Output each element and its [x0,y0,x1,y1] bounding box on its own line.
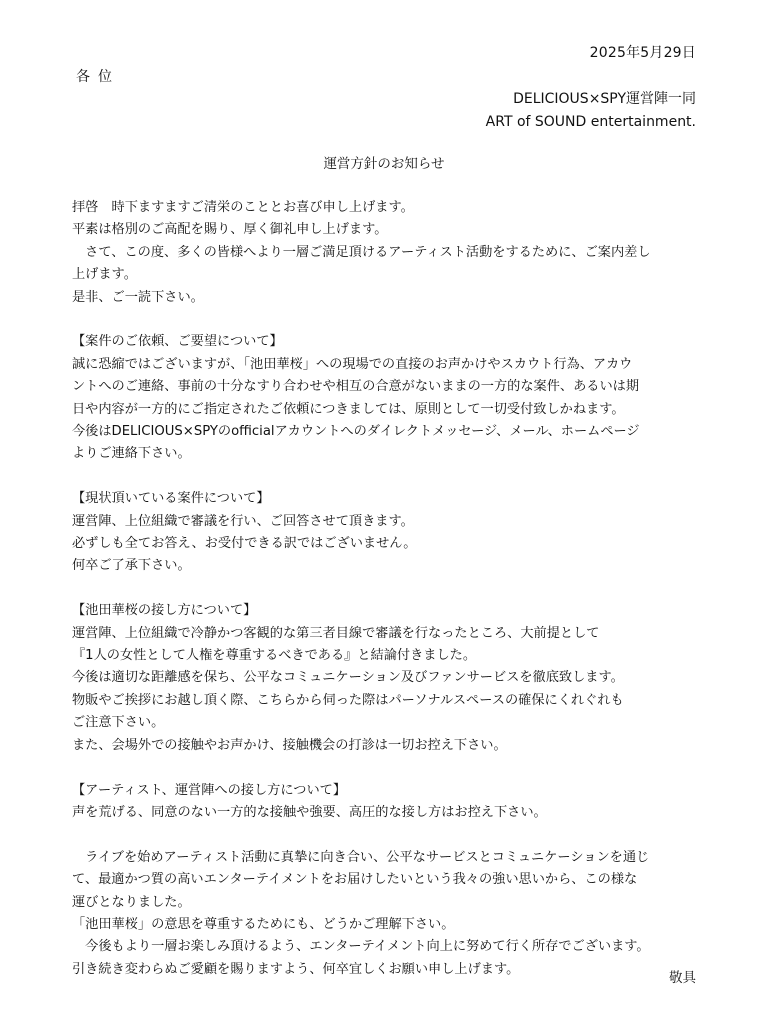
section-line: 今後はDELICIOUS×SPYのofficialアカウントへのダイレクトメッセージ、メール、ホームページ [72,424,640,440]
spacer [72,757,712,779]
section-line: 運営陣、上位組織で審議を行い、ご回答させて頂きます。 [72,513,414,529]
conclusion-line: 運びとなりました。 [72,894,191,910]
intro-line: 是非、ご一読下さい。 [72,289,204,305]
conclusion-line: 「池田華桜」の意思を尊重するためにも、どうかご理解下さい。 [72,916,455,932]
conclusion-line: て、最適かつ質の高いエンターテイメントをお届けしたいという我々の強い思いから、この様な [72,872,638,888]
section-line: 運営陣、上位組織で冷静かつ客観的な第三者目線で審議を行なったところ、大前提として [72,625,600,641]
spacer [72,578,712,600]
section-line: 何卒ご了承下さい。 [72,558,191,574]
intro-line: 平素は格別のご高配を賜り、厚く御礼申し上げます。 [72,222,388,238]
section-line: 必ずしも全てお答え、お受付できる訳ではございません。 [72,536,417,552]
conclusion-line: 引き続き変わらぬご愛顧を賜りますよう、何卒宜しくお願い申し上げます。 [72,961,520,977]
intro-line: 拝啓 時下ますますご清栄のこととお喜び申し上げます。 [72,200,414,215]
section-staff-conduct [72,780,712,825]
intro-line: 上げます。 [72,267,137,283]
spacer [72,466,712,488]
sender-block [486,88,696,134]
intro-line: さて、この度、多くの皆様へより一層ご満足頂けるアーティスト活動をするために、ご案内差し [72,244,651,260]
section-heading: 【現状頂いている案件について】 [72,491,270,507]
section-requests [72,331,712,465]
spacer [72,824,712,846]
recipient: 各位 [76,69,120,85]
section-line: ントへのご連絡、事前の十分なすり合わせや相互の合意がないままの一方的な案件、あるいは期 [72,379,640,395]
spacer [72,309,712,331]
section-line: 『1人の女性として人権を尊重するべきである』と結論付きました。 [72,648,477,664]
section-heading: 【池田華桜の接し方について】 [72,603,257,619]
sender-company: ART of SOUND entertainment. [485,114,696,130]
section-heading: 【案件のご依頼、ご要望について】 [72,334,283,350]
section-current-cases [72,488,712,578]
section-line: よりご連絡下さい。 [72,446,191,462]
section-heading: 【アーティスト、運営陣への接し方について】 [72,782,347,798]
document-body [72,197,712,981]
section-artist-conduct [72,600,712,757]
intro-paragraph [72,197,712,309]
conclusion-line: ライブを始めアーティスト活動に真摯に向き合い、公平なサービスとコミュニケーションを通じ [72,849,650,865]
section-line: ご注意下さい。 [72,715,165,731]
section-line: 誠に恐縮ではございますが、「池田華桜」への現場での直接のお声かけやスカウト行為、アカウ [72,356,633,372]
section-line: 今後は適切な距離感を保ち、公平なコミュニケーション及びファンサービスを徹底致します。 [72,670,624,686]
sender-organization: DELICIOUS×SPY運営陣一同 [513,91,696,107]
document-title: 運営方針のお知らせ [323,156,445,172]
document-date: 2025年5月29日 [589,45,696,61]
section-line: 声を荒げる、同意のない一方的な接触や強要、高圧的な接し方はお控え下さい。 [72,804,547,820]
section-line: また、会場外での接触やお声かけ、接触機会の打診は一切お控え下さい。 [72,737,507,753]
section-line: 物販やご挨拶にお越し頂く際、こちらから伺った際はパーソナルスペースの確保にくれぐれも [72,692,624,708]
conclusion-line: 今後もより一層お楽しみ頂けるよう、エンターテイメント向上に努めて行く所存でございます。 [72,939,650,955]
closing-word: 敬具 [669,970,696,986]
section-line: 日や内容が一方的にご指定されたご依頼につきましては、原則として一切受付致しかねます。 [72,401,625,417]
conclusion-paragraph [72,847,712,981]
